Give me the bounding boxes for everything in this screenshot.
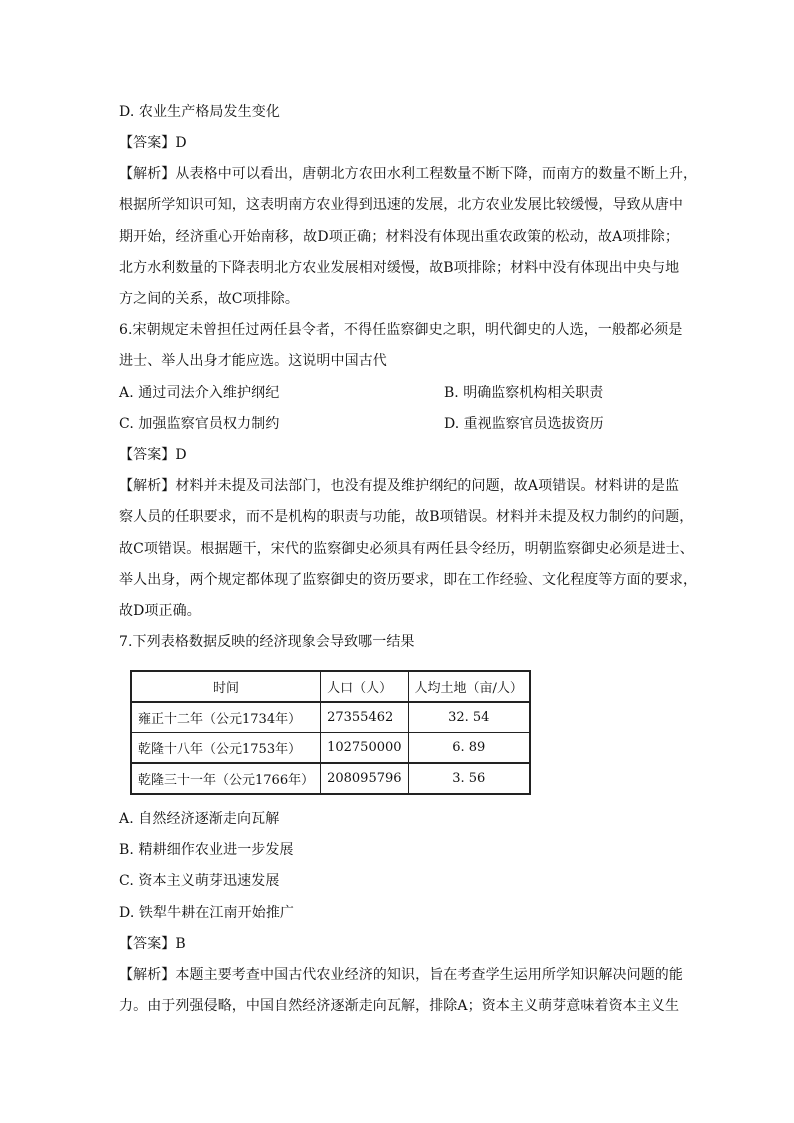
q7-option-d: D. 铁犁牛耕在江南开始推广 xyxy=(119,905,295,921)
table-header-cell: 人口（人） xyxy=(321,671,408,702)
q6-option-d: D. 重视监察官员选拔资历 xyxy=(444,416,604,432)
q5-analysis-line: 方之间的关系，故C项排除。 xyxy=(119,291,300,307)
q7-analysis-line: 【解析】本题主要考查中国古代农业经济的知识，旨在考查学生运用所学知识解决问题的能 xyxy=(119,967,683,983)
q6-analysis-line: 故C项错误。根据题干，宋代的监察御史必须具有两任县令经历，明朝监察御史必须是进士、 xyxy=(119,541,694,557)
q6-analysis-line: 察人员的任职要求，而不是机构的职责与功能，故B项错误。材料并未提及权力制约的问题， xyxy=(119,509,694,525)
table-row xyxy=(131,733,530,764)
table-header-row xyxy=(131,671,530,702)
q5-analysis-line: 根据所学知识可知，这表明南方农业得到迅速的发展，北方农业发展比较缓慢，导致从唐中 xyxy=(119,197,683,213)
q6-option-a: A. 通过司法介入维护纲纪 xyxy=(119,385,280,401)
table-cell: 乾隆十八年（公元1753年） xyxy=(131,733,321,764)
table-cell: 32. 54 xyxy=(408,702,530,733)
table-cell: 27355462 xyxy=(321,702,408,733)
population-land-table xyxy=(130,670,531,795)
q7-option-b: B. 精耕细作农业进一步发展 xyxy=(119,842,294,858)
q6-analysis-line: 【解析】材料并未提及司法部门，也没有提及维护纲纪的问题，故A项错误。材料讲的是监 xyxy=(119,478,680,494)
q7-option-c: C. 资本主义萌芽迅速发展 xyxy=(119,873,280,889)
q6-stem-line: 6.宋朝规定未曾担任过两任县令者，不得任监察御史之职，明代御史的人选，一般都必须是 xyxy=(119,322,683,338)
table-header-cell: 时间 xyxy=(131,671,321,702)
q7-analysis-line: 力。由于列强侵略，中国自然经济逐渐走向瓦解，排除A；资本主义萌芽意味着资本主义生 xyxy=(119,998,680,1014)
table-cell: 雍正十二年（公元1734年） xyxy=(131,702,321,733)
table-cell: 6. 89 xyxy=(408,733,530,764)
table-header-cell: 人均土地（亩/人） xyxy=(408,671,530,702)
q6-option-b: B. 明确监察机构相关职责 xyxy=(444,385,604,401)
q5-analysis-line: 期开始，经济重心开始南移，故D项正确；材料没有体现出重农政策的松动，故A项排除； xyxy=(119,229,679,245)
q7-stem: 7.下列表格数据反映的经济现象会导致哪一结果 xyxy=(119,634,415,650)
table-cell: 208095796 xyxy=(321,763,408,794)
table-cell: 3. 56 xyxy=(408,763,530,794)
q7-answer: 【答案】B xyxy=(119,936,186,952)
q6-answer: 【答案】D xyxy=(119,447,187,463)
table-row xyxy=(131,702,530,733)
q5-analysis-line: 北方水利数量的下降表明北方农业发展相对缓慢，故B项排除；材料中没有体现出中央与地 xyxy=(119,260,680,276)
q7-option-a: A. 自然经济逐渐走向瓦解 xyxy=(119,811,280,827)
q6-stem-line: 进士、举人出身才能应选。这说明中国古代 xyxy=(119,353,387,369)
table-row xyxy=(131,763,530,794)
q5-analysis-line: 【解析】从表格中可以看出，唐朝北方农田水利工程数量不断下降，而南方的数量不断上升， xyxy=(119,166,698,182)
q5-answer: 【答案】D xyxy=(119,135,187,151)
q6-analysis-line: 故D项正确。 xyxy=(119,603,201,619)
table-cell: 102750000 xyxy=(321,733,408,764)
q6-analysis-line: 举人出身，两个规定都体现了监察御史的资历要求，即在工作经验、文化程度等方面的要求， xyxy=(119,572,698,588)
table-cell: 乾隆三十一年（公元1766年） xyxy=(131,763,321,794)
q6-option-c: C. 加强监察官员权力制约 xyxy=(119,416,280,432)
q5-option-d: D. 农业生产格局发生变化 xyxy=(119,104,280,120)
